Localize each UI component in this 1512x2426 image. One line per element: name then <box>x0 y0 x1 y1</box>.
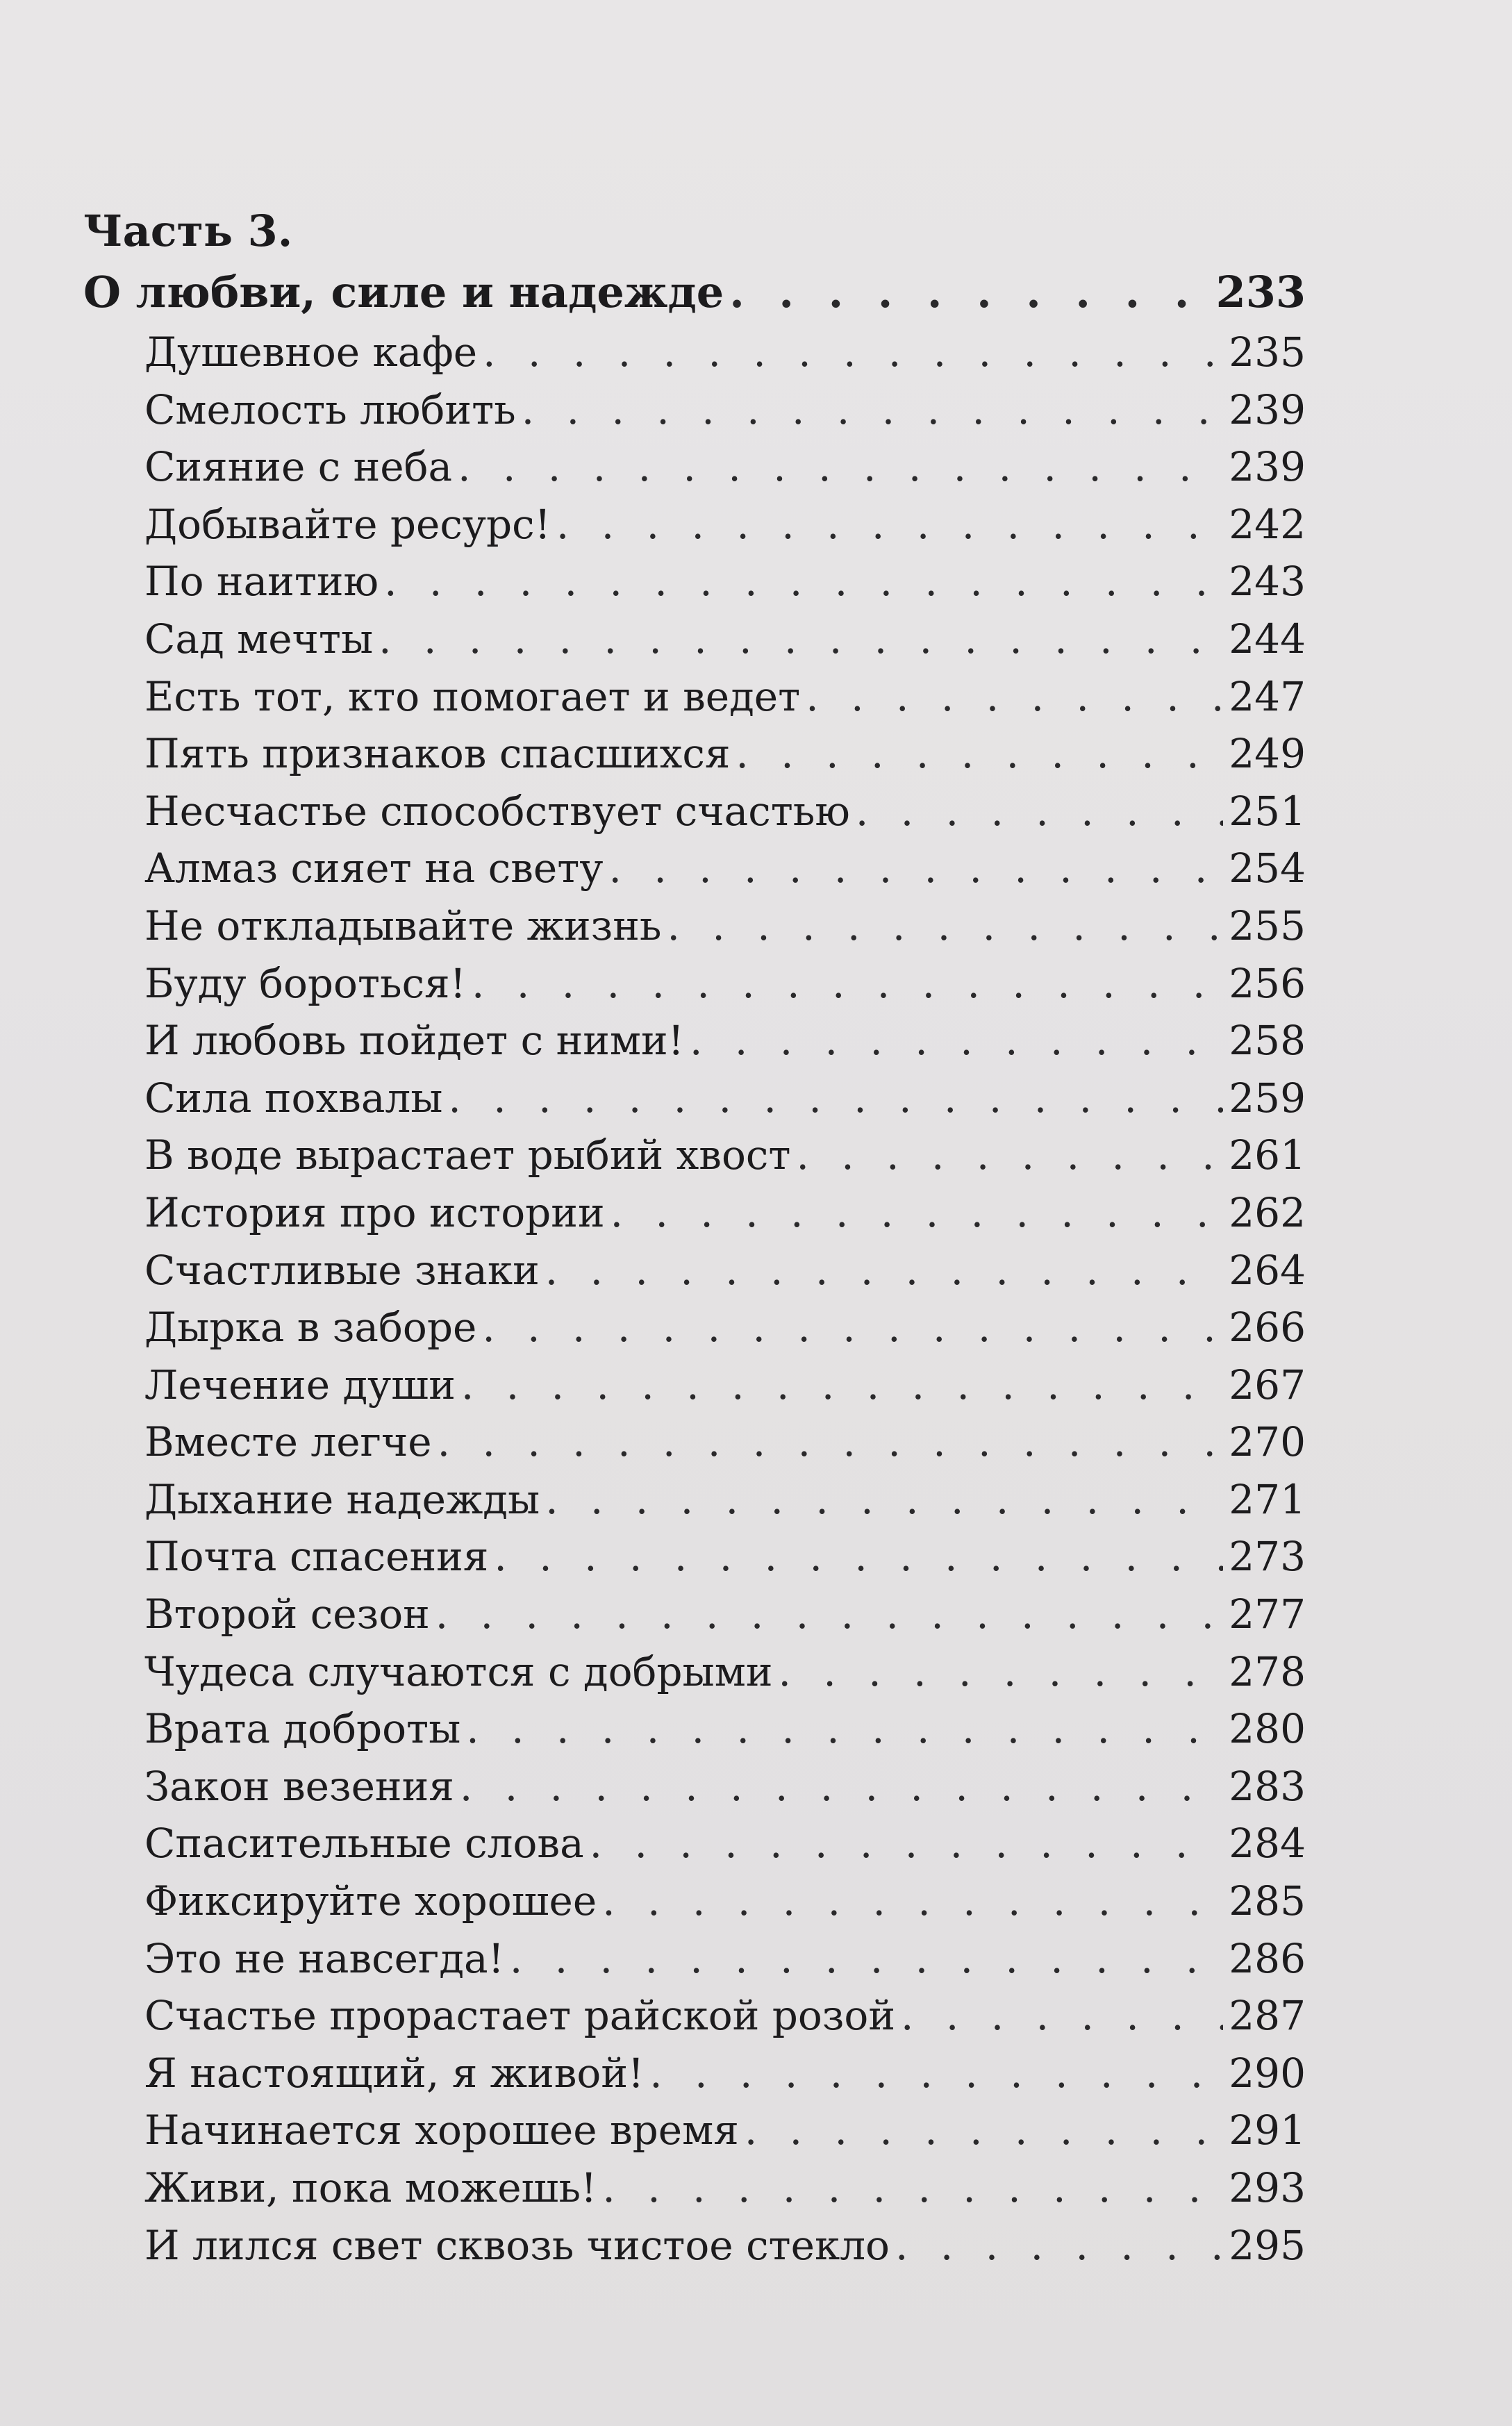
toc-entry-page-number: 266 <box>1229 1304 1306 1352</box>
toc-entry-title: Счастье прорастает райской розой <box>144 1992 895 2040</box>
dot-leader <box>494 1528 1223 1586</box>
toc-entry-title: Алмаз сияет на свету <box>144 845 604 892</box>
dot-leader <box>466 1700 1223 1758</box>
toc-entry-page-number: 251 <box>1229 787 1306 835</box>
dot-leader <box>522 381 1224 439</box>
dot-leader <box>806 668 1223 726</box>
toc-entry-page-number: 287 <box>1229 1992 1306 2040</box>
toc-entry-row <box>144 1070 1306 1127</box>
toc-entry-page-number: 239 <box>1229 385 1306 433</box>
dot-leader <box>545 1471 1223 1529</box>
toc-entry-page-number: 259 <box>1229 1074 1306 1122</box>
toc-entry-row <box>144 2102 1306 2159</box>
toc-entry-page-number: 258 <box>1229 1017 1306 1065</box>
toc-entry-page-number: 242 <box>1229 500 1306 548</box>
dot-leader <box>690 1012 1223 1070</box>
part-label: Часть 3. <box>83 206 293 256</box>
toc-entry-page-number: 284 <box>1229 1820 1306 1868</box>
dot-leader <box>556 496 1223 554</box>
dot-leader <box>435 1586 1223 1643</box>
toc-entry-page-number: 244 <box>1229 615 1306 663</box>
dot-leader <box>779 1643 1224 1701</box>
toc-entry-row <box>144 1299 1306 1356</box>
toc-entry-row <box>144 2217 1306 2275</box>
section-page-number: 233 <box>1215 267 1306 317</box>
toc-entry-title: Врата доброты <box>144 1705 461 1753</box>
toc-entry-page-number: 270 <box>1229 1418 1306 1466</box>
dot-leader <box>460 1758 1223 1816</box>
toc-entry-title: Начинается хорошее время <box>144 2107 739 2154</box>
toc-entry-row <box>144 2159 1306 2217</box>
dot-leader <box>610 1184 1224 1242</box>
toc-entry-row <box>144 610 1306 668</box>
toc-entry-title: Сад мечты <box>144 615 374 663</box>
toc-entry-title: И любовь пойдет с ними! <box>144 1017 684 1065</box>
toc-entry-title: Смелость любить <box>144 385 516 433</box>
dot-leader <box>590 1815 1224 1872</box>
toc-entry-row <box>144 840 1306 897</box>
toc-entry-page-number: 290 <box>1229 2049 1306 2097</box>
toc-entry-row <box>144 1987 1306 2045</box>
toc-entry-row <box>144 1586 1306 1643</box>
toc-entry-row <box>144 1930 1306 1988</box>
dot-leader <box>483 324 1223 381</box>
toc-entry-title: И лился свет сквозь чистое стекло <box>144 2221 890 2269</box>
dot-leader <box>729 261 1210 324</box>
toc-entry-title: Пять признаков спасшихся <box>144 730 731 778</box>
dot-leader <box>482 1299 1223 1356</box>
dot-leader <box>545 1242 1224 1299</box>
toc-entry-title: Счастливые знаки <box>144 1246 540 1294</box>
toc-entry-title: Лечение души <box>144 1361 456 1409</box>
toc-entry-row <box>144 668 1306 726</box>
toc-entry-title: Душевное кафе <box>144 329 478 376</box>
toc-entry-title: Сияние с неба <box>144 443 453 491</box>
toc-entry-page-number: 264 <box>1229 1246 1306 1294</box>
dot-leader <box>745 2102 1223 2159</box>
toc-entry-page-number: 249 <box>1229 730 1306 778</box>
dot-leader <box>895 2217 1223 2275</box>
toc-entry-row <box>144 1758 1306 1816</box>
toc-entry-page-number: 285 <box>1229 1877 1306 1925</box>
toc-entries-list <box>144 324 1306 2274</box>
toc-entry-row <box>144 955 1306 1013</box>
toc-entry-page-number: 273 <box>1229 1533 1306 1581</box>
dot-leader <box>448 1070 1223 1127</box>
dot-leader <box>602 1872 1223 1930</box>
dot-leader <box>379 610 1223 668</box>
toc-entry-row <box>144 324 1306 381</box>
toc-entry-row <box>144 1127 1306 1184</box>
toc-entry-title: Это не навсегда! <box>144 1934 504 1982</box>
dot-leader <box>796 1127 1223 1184</box>
toc-entry-title: Закон везения <box>144 1762 454 1810</box>
toc-entry-title: Добывайте ресурс! <box>144 500 551 548</box>
dot-leader <box>461 1356 1223 1414</box>
toc-entry-page-number: 262 <box>1229 1188 1306 1236</box>
toc-entry-row <box>144 1012 1306 1070</box>
toc-entry-row <box>144 1356 1306 1414</box>
toc-entry-title: Фиксируйте хорошее <box>144 1877 597 1925</box>
toc-entry-row <box>144 2045 1306 2102</box>
toc-entry-row <box>144 783 1306 840</box>
toc-entry-title: Буду бороться! <box>144 959 466 1007</box>
dot-leader <box>472 955 1223 1013</box>
toc-entry-title: Я настоящий, я живой! <box>144 2049 645 2097</box>
dot-leader <box>384 553 1223 610</box>
toc-entry-page-number: 255 <box>1229 902 1306 949</box>
toc-entry-page-number: 293 <box>1229 2164 1306 2211</box>
toc-entry-row <box>144 1643 1306 1701</box>
dot-leader <box>458 438 1223 496</box>
toc-entry-row <box>144 438 1306 496</box>
toc-entry-page-number: 235 <box>1229 329 1306 376</box>
toc-entry-title: Живи, пока можешь! <box>144 2164 597 2211</box>
toc-entry-title: Дыхание надежды <box>144 1475 540 1523</box>
section-title: О любви, силе и надежде <box>83 267 724 317</box>
toc-entry-page-number: 254 <box>1229 845 1306 892</box>
toc-entry-row <box>144 381 1306 439</box>
toc-entry-row <box>144 1242 1306 1299</box>
toc-entry-row <box>144 725 1306 783</box>
section-heading-row <box>83 261 1306 324</box>
dot-leader <box>736 725 1223 783</box>
toc-entry-page-number: 243 <box>1229 558 1306 606</box>
toc-entry-page-number: 286 <box>1229 1934 1306 1982</box>
toc-entry-row <box>144 1872 1306 1930</box>
toc-entry-row <box>144 1413 1306 1471</box>
toc-entry-title: Спасительные слова <box>144 1820 584 1868</box>
toc-entry-page-number: 267 <box>1229 1361 1306 1409</box>
toc-entry-title: Почта спасения <box>144 1533 489 1581</box>
toc-entry-title: Дырка в заборе <box>144 1304 477 1352</box>
toc-entry-title: История про истории <box>144 1188 605 1236</box>
table-of-contents <box>83 201 1306 2274</box>
toc-entry-page-number: 280 <box>1229 1705 1306 1753</box>
toc-entry-title: В воде вырастает рыбий хвост <box>144 1131 791 1179</box>
toc-entry-row <box>144 897 1306 955</box>
toc-entry-title: Вместе легче <box>144 1418 432 1466</box>
toc-entry-page-number: 256 <box>1229 959 1306 1007</box>
dot-leader <box>602 2159 1223 2217</box>
toc-entry-title: Чудеса случаются с добрыми <box>144 1647 773 1695</box>
toc-entry-row <box>144 496 1306 554</box>
toc-entry-row <box>144 1471 1306 1529</box>
toc-entry-page-number: 278 <box>1229 1647 1306 1695</box>
toc-entry-page-number: 271 <box>1229 1475 1306 1523</box>
dot-leader <box>608 840 1223 897</box>
toc-entry-page-number: 295 <box>1229 2221 1306 2269</box>
toc-entry-title: Сила похвалы <box>144 1074 443 1122</box>
dot-leader <box>649 2045 1223 2102</box>
toc-entry-page-number: 239 <box>1229 443 1306 491</box>
toc-entry-title: Есть тот, кто помогает и ведет <box>144 672 801 720</box>
dot-leader <box>901 1987 1223 2045</box>
toc-entry-title: Не откладывайте жизнь <box>144 902 662 949</box>
toc-entry-row <box>144 1815 1306 1872</box>
toc-entry-page-number: 247 <box>1229 672 1306 720</box>
toc-entry-title: Второй сезон <box>144 1590 430 1638</box>
toc-entry-page-number: 261 <box>1229 1131 1306 1179</box>
toc-entry-title: По наитию <box>144 558 379 606</box>
toc-entry-row <box>144 1528 1306 1586</box>
toc-entry-title: Несчастье способствует счастью <box>144 787 850 835</box>
dot-leader <box>510 1930 1223 1988</box>
toc-entry-page-number: 283 <box>1229 1762 1306 1810</box>
toc-entry-row <box>144 1184 1306 1242</box>
toc-entry-page-number: 291 <box>1229 2107 1306 2154</box>
toc-entry-row <box>144 553 1306 610</box>
dot-leader <box>438 1413 1224 1471</box>
dot-leader <box>856 783 1223 840</box>
dot-leader <box>667 897 1224 955</box>
toc-entry-page-number: 277 <box>1229 1590 1306 1638</box>
toc-entry-row <box>144 1700 1306 1758</box>
